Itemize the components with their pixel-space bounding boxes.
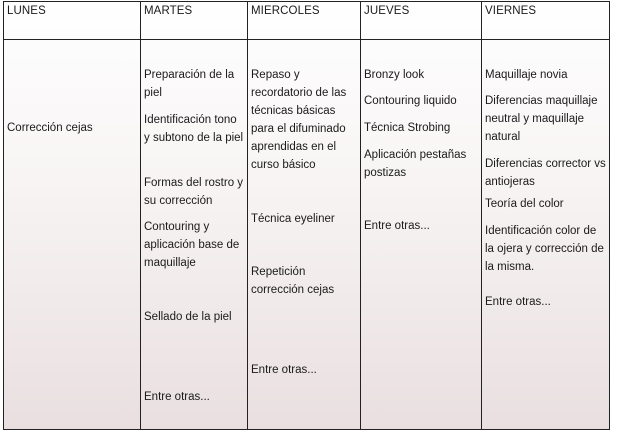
viernes-item: Entre otras... [485, 296, 551, 308]
miercoles-item: Entre otras... [251, 364, 317, 376]
column-martes [141, 2, 248, 429]
miercoles-item: Repaso y recordatorio de las técnicas básicas para el difuminado aprendidas en el curso básico [251, 69, 347, 171]
viernes-item: Teoría del color [485, 198, 564, 210]
martes-item: Formas del rostro y su corrección [144, 177, 244, 207]
martes-item: Preparación de la piel [144, 69, 235, 99]
jueves-item: Aplicación pestañas postizas [364, 149, 467, 179]
column-lunes [4, 2, 141, 429]
header-lunes [4, 2, 140, 40]
header-jueves-label: JUEVES [364, 5, 410, 17]
column-miercoles [248, 2, 361, 429]
header-viernes-label: VIERNES [485, 5, 537, 17]
viernes-item: Diferencias maquillaje neutral y maquillaje natural [485, 95, 598, 143]
header-jueves [361, 2, 481, 40]
header-miercoles [248, 2, 360, 40]
miercoles-item: Repetición corrección cejas [251, 266, 335, 296]
schedule-table [3, 1, 610, 430]
header-lunes-label: LUNES [7, 5, 46, 17]
header-viernes [482, 2, 609, 40]
martes-item: Entre otras... [144, 391, 210, 403]
viernes-item: Identificación color de la ojera y corrección de la misma. [485, 225, 604, 273]
jueves-item: Técnica Strobing [364, 122, 451, 134]
miercoles-item: Técnica eyeliner [251, 213, 335, 225]
martes-item: Identificación tono y subtono de la piel [144, 114, 244, 144]
jueves-item: Contouring liquido [364, 95, 457, 107]
martes-item: Sellado de la piel [144, 311, 232, 323]
lunes-item: Corrección cejas [7, 122, 93, 134]
header-miercoles-label: MIERCOLES [251, 5, 320, 17]
header-martes [141, 2, 247, 40]
viernes-item: Diferencias corrector vs antiojeras [485, 158, 606, 188]
header-martes-label: MARTES [144, 5, 193, 17]
jueves-item: Entre otras... [364, 220, 430, 232]
jueves-item: Bronzy look [364, 69, 425, 81]
column-viernes [482, 2, 609, 429]
viernes-item: Maquillaje novia [485, 69, 568, 81]
martes-item: Contouring y aplicación base de maquillaje [144, 221, 240, 269]
column-jueves [361, 2, 482, 429]
